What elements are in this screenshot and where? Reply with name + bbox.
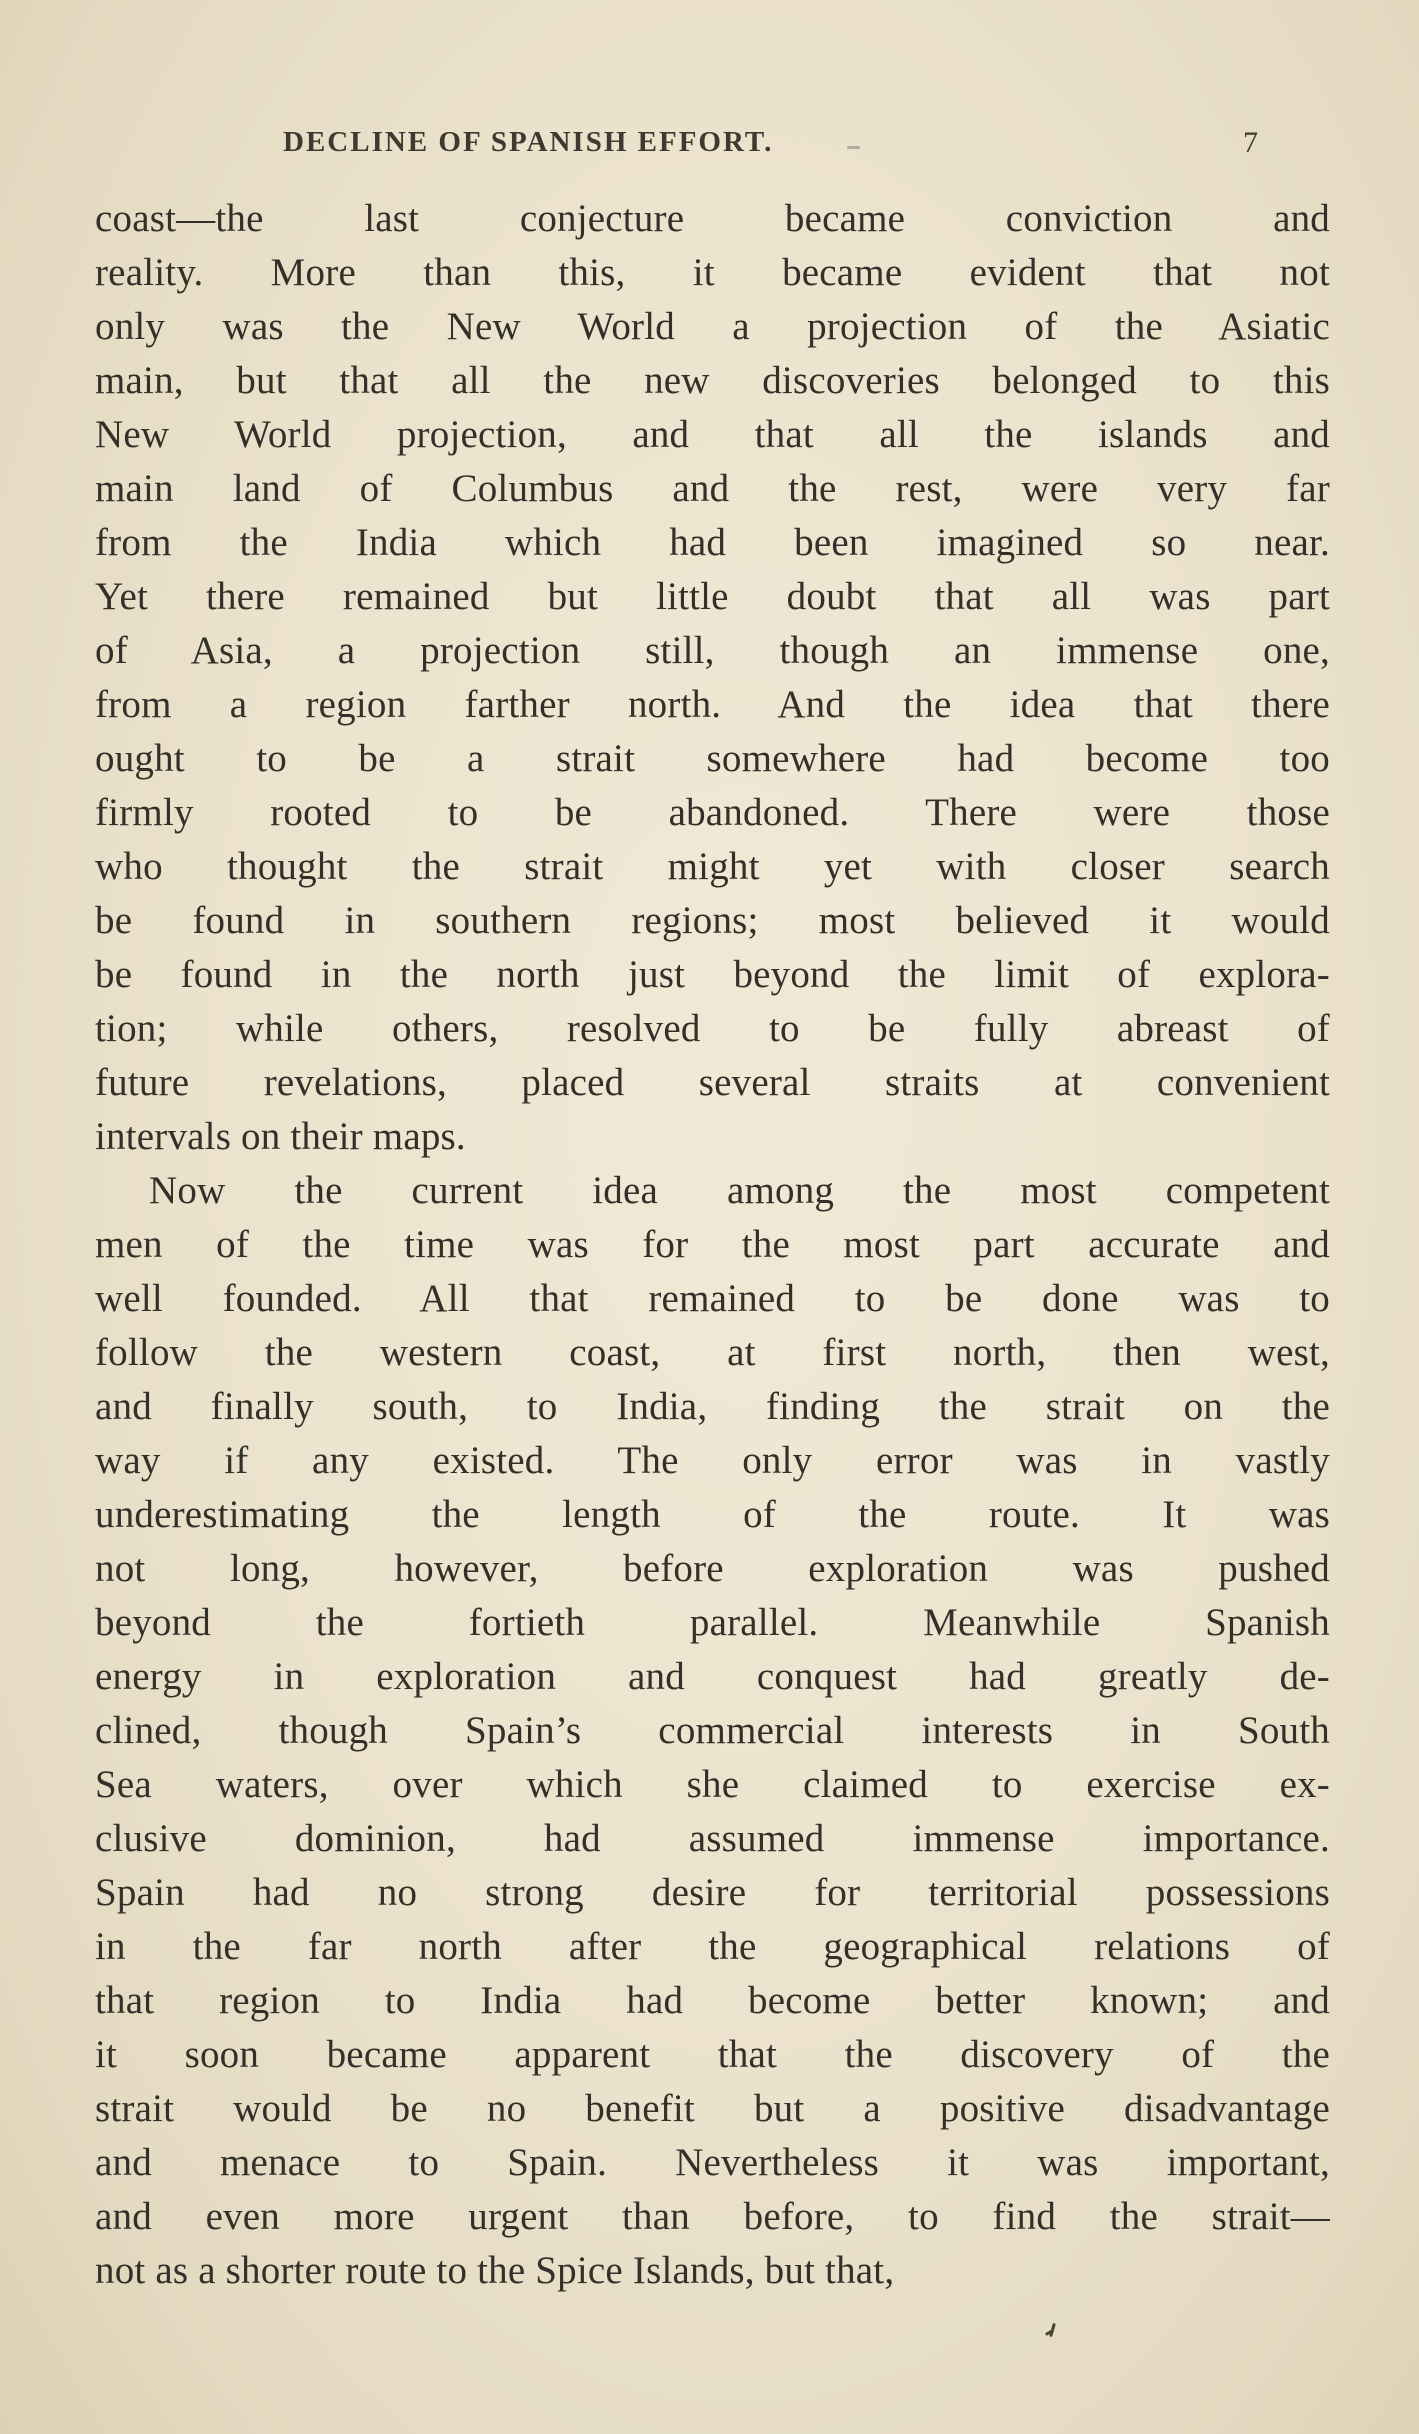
text-line: ought to be a strait somewhere had become too bbox=[95, 737, 1330, 780]
paragraph bbox=[95, 1164, 1330, 2298]
paragraph bbox=[95, 192, 1330, 1164]
text-line: well founded. All that remained to be done was to bbox=[95, 1277, 1330, 1320]
stray-ink-mark bbox=[1044, 2322, 1058, 2340]
text-line: from the India which had been imagined so near. bbox=[95, 521, 1330, 564]
scan-artifact-dash bbox=[847, 146, 860, 149]
text-line: main land of Columbus and the rest, were very far bbox=[95, 467, 1330, 510]
text-line: main, but that all the new discoveries belonged to this bbox=[95, 359, 1330, 402]
text-line: beyond the fortieth parallel. Meanwhile Spanish bbox=[95, 1601, 1330, 1644]
text-line: and finally south, to India, finding the strait on the bbox=[95, 1385, 1330, 1428]
text-line: coast—the last conjecture became conviction and bbox=[95, 197, 1330, 240]
text-line: be found in southern regions; most believed it would bbox=[95, 899, 1330, 942]
text-line: clusive dominion, had assumed immense importance. bbox=[95, 1817, 1330, 1860]
page-number: 7 bbox=[1243, 126, 1258, 159]
text-line: that region to India had become better known; and bbox=[95, 1979, 1330, 2022]
text-line: future revelations, placed several straits at convenient bbox=[95, 1061, 1330, 1104]
text-line: Sea waters, over which she claimed to exercise ex- bbox=[95, 1763, 1330, 1806]
text-line: be found in the north just beyond the limit of explora- bbox=[95, 953, 1330, 996]
page-text-block bbox=[95, 192, 1330, 2298]
page-header bbox=[95, 126, 1330, 168]
text-line: intervals on their maps. bbox=[95, 1115, 466, 1158]
text-line: of Asia, a projection still, though an immense one, bbox=[95, 629, 1330, 672]
text-line: way if any existed. The only error was in vastly bbox=[95, 1439, 1330, 1482]
text-line: follow the western coast, at first north, then west, bbox=[95, 1331, 1330, 1374]
text-line: tion; while others, resolved to be fully abreast of bbox=[95, 1007, 1330, 1050]
text-line: reality. More than this, it became evident that not bbox=[95, 251, 1330, 294]
text-line: Yet there remained but little doubt that all was part bbox=[95, 575, 1330, 618]
text-line: Now the current idea among the most competent bbox=[149, 1169, 1330, 1212]
text-line: firmly rooted to be abandoned. There were those bbox=[95, 791, 1330, 834]
text-line: men of the time was for the most part accurate and bbox=[95, 1223, 1330, 1266]
running-header-title: DECLINE OF SPANISH EFFORT. bbox=[283, 126, 774, 158]
text-line: energy in exploration and conquest had greatly de- bbox=[95, 1655, 1330, 1698]
text-line: it soon became apparent that the discovery of the bbox=[95, 2033, 1330, 2076]
text-line: underestimating the length of the route. It was bbox=[95, 1493, 1330, 1536]
text-line: Spain had no strong desire for territorial possessions bbox=[95, 1871, 1330, 1914]
text-line: not long, however, before exploration was pushed bbox=[95, 1547, 1330, 1590]
text-line: from a region farther north. And the idea that there bbox=[95, 683, 1330, 726]
text-line: and even more urgent than before, to find the strait— bbox=[95, 2195, 1330, 2238]
text-line: who thought the strait might yet with closer search bbox=[95, 845, 1330, 888]
text-line: only was the New World a projection of the Asiatic bbox=[95, 305, 1330, 348]
text-line: strait would be no benefit but a positive disadvantage bbox=[95, 2087, 1330, 2130]
text-line: not as a shorter route to the Spice Islands, but that, bbox=[95, 2249, 895, 2292]
text-line: in the far north after the geographical relations of bbox=[95, 1925, 1330, 1968]
text-line: and menace to Spain. Nevertheless it was important, bbox=[95, 2141, 1330, 2184]
text-line: New World projection, and that all the islands and bbox=[95, 413, 1330, 456]
text-line: clined, though Spain’s commercial interests in South bbox=[95, 1709, 1330, 1752]
